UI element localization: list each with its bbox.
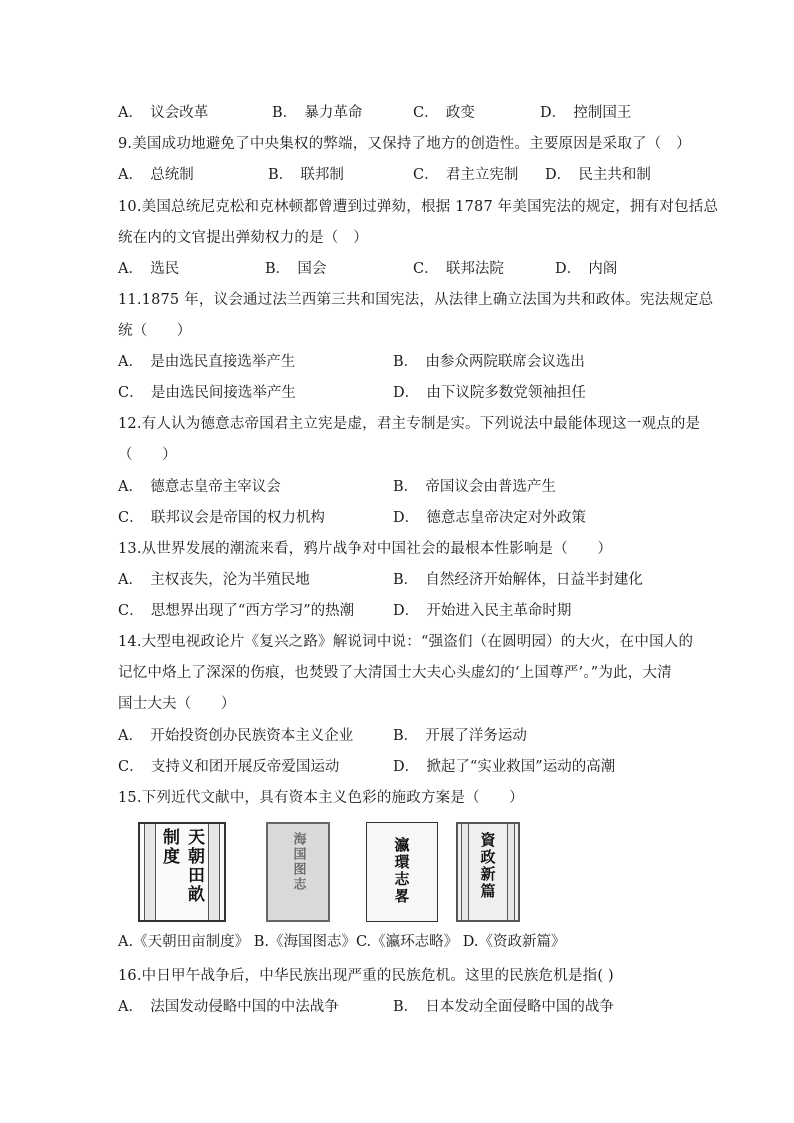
q9-stem: 9.美国成功地避免了中央集权的弊端，又保持了地方的创造性。主要原因是采取了（ ）: [118, 136, 691, 152]
book-title-a: 天朝田畝制度: [159, 828, 204, 904]
q13-option-b: B． 自然经济开始解体，日益半封建化: [393, 572, 643, 588]
q12-option-c: C． 联邦议会是帝国的权力机构: [118, 510, 325, 526]
book-cover-zizheng: [456, 822, 520, 922]
q13-stem: 13.从世界发展的潮流来看，鸦片战争对中国社会的最根本性影响是（ ）: [118, 541, 613, 557]
q8-option-c: C． 政变: [413, 105, 475, 121]
q15-stem: 15.下列近代文献中，具有资本主义色彩的施政方案是（ ）: [118, 790, 524, 806]
q10-option-a: A． 选民: [118, 261, 180, 277]
book-title-d: 資政新篇: [478, 832, 497, 900]
q12-stem-line1: 12.有人认为德意志帝国君主立宪是虚，君主专制是实。下列说法中最能体现这一观点的是: [118, 416, 701, 432]
q11-option-b: B． 由参众两院联席会议选出: [393, 354, 585, 370]
q10-option-d: D． 内阁: [555, 261, 618, 277]
q9-option-c: C． 君主立宪制: [413, 167, 519, 183]
q16-option-a: A． 法国发动侵略中国的中法战争: [118, 999, 339, 1015]
q14-option-c: C． 支持义和团开展反帝爱国运动: [118, 759, 340, 775]
q13-option-d: D． 开始进入民主革命时期: [393, 603, 572, 619]
q14-stem-line3: 国士大夫（ ）: [118, 696, 236, 712]
q10-stem-line2: 统在内的文官提出弹劾权力的是（ ）: [118, 230, 368, 246]
q13-option-a: A． 主权丧失，沦为半殖民地: [118, 572, 310, 588]
q8-option-b: B． 暴力革命: [272, 105, 363, 121]
book-cover-haiguo: [266, 822, 330, 922]
q9-option-b: B． 联邦制: [268, 167, 344, 183]
q12-option-a: A． 德意志皇帝主宰议会: [118, 479, 281, 495]
q11-option-a: A． 是由选民直接选举产生: [118, 354, 296, 370]
q11-option-c: C． 是由选民间接选举产生: [118, 385, 296, 401]
q11-stem-line1: 11.1875 年，议会通过法兰西第三共和国宪法，从法律上确立法国为共和政体。宪法规定总: [118, 292, 714, 308]
q14-stem-line2: 记忆中烙上了深深的伤痕，也焚毁了大清国士大夫心头虚幻的‘上国尊严’。”为此，大清: [118, 665, 672, 681]
q15-document-images: [138, 822, 528, 932]
book-cover-tianchao: [138, 822, 226, 922]
q8-option-a: A． 议会改革: [118, 105, 209, 121]
book-title-b: 海国图志: [290, 832, 306, 892]
q13-option-c: C． 思想界出现了“西方学习”的热潮: [118, 603, 355, 619]
q10-option-c: C． 联邦法院: [413, 261, 504, 277]
q9-option-d: D． 民主共和制: [545, 167, 651, 183]
q14-option-a: A． 开始投资创办民族资本主义企业: [118, 728, 354, 744]
q12-option-d: D． 德意志皇帝决定对外政策: [393, 510, 586, 526]
q16-stem: 16.中日甲午战争后，中华民族出现严重的民族危机。这里的民族危机是指( ): [118, 968, 614, 984]
q14-stem-line1: 14.大型电视政论片《复兴之路》解说词中说：“强盗们（在圆明园）的大火，在中国人的: [118, 634, 694, 650]
q12-option-b: B． 帝国议会由普选产生: [393, 479, 556, 495]
q14-option-d: D． 掀起了“实业救国”运动的高潮: [393, 759, 616, 775]
q14-option-b: B． 开展了洋务运动: [393, 728, 527, 744]
q9-option-a: A． 总统制: [118, 167, 194, 183]
q11-option-d: D． 由下议院多数党领袖担任: [393, 385, 586, 401]
q11-stem-line2: 统（ ）: [118, 323, 192, 339]
q10-stem-line1: 10.美国总统尼克松和克林顿都曾遭到过弹劾，根据 1787 年美国宪法的规定，拥有对包括总: [118, 199, 719, 215]
q15-options-caption: A.《天朝田亩制度》 B.《海国图志》C.《瀛环志略》 D.《资政新篇》: [118, 934, 566, 950]
book-cover-yinghuan: [366, 822, 438, 922]
q10-option-b: B． 国会: [265, 261, 327, 277]
q16-option-b: B． 日本发动全面侵略中国的战争: [393, 999, 614, 1015]
q8-option-d: D． 控制国王: [540, 105, 632, 121]
q12-stem-line2: （ ）: [118, 447, 177, 463]
book-title-c: 瀛環志畧: [392, 837, 411, 905]
